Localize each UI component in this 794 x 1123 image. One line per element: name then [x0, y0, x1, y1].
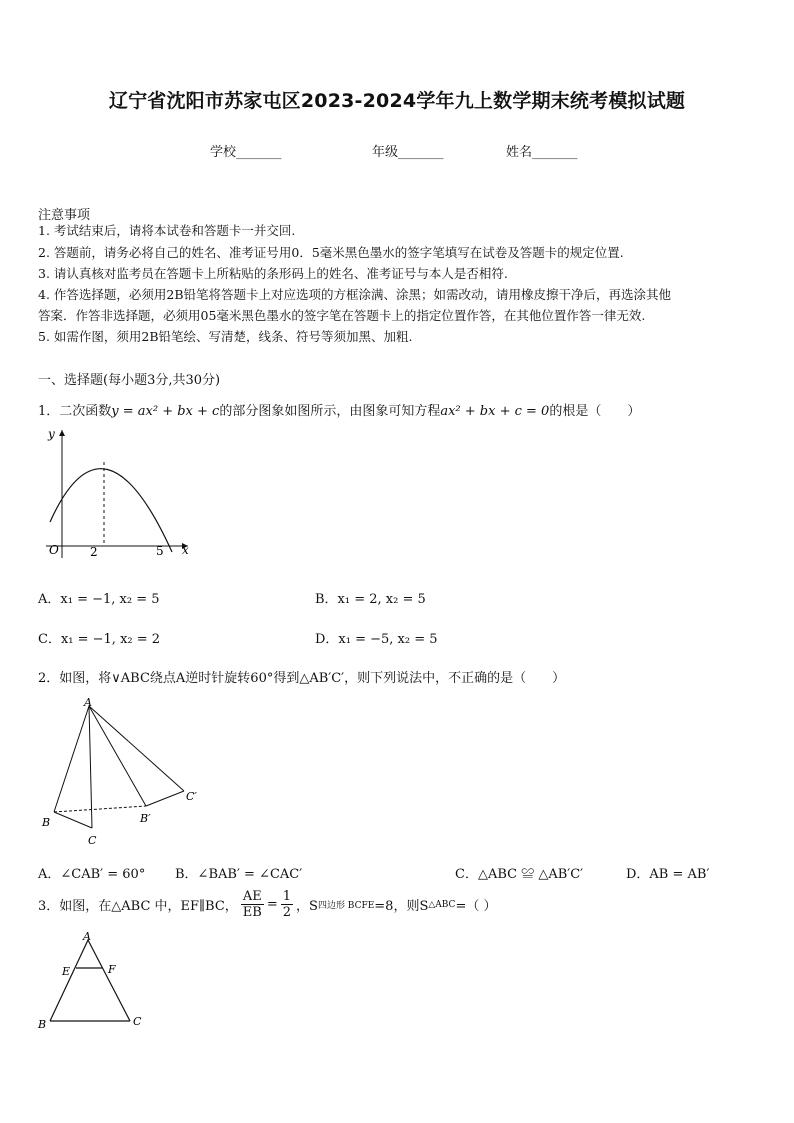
q3-mid2: =8，则S	[374, 899, 429, 914]
parabola-curve	[50, 469, 172, 552]
q3-sub-triangle: △ABC	[428, 899, 456, 910]
q3-fraction-value	[281, 889, 293, 920]
notice-title: 注意事项	[38, 208, 91, 223]
point-b-prime-label: B′	[140, 812, 151, 825]
school-field: 学校_______	[210, 145, 282, 160]
q3-fraction-ae-eb	[241, 889, 264, 920]
point-a-label: A	[84, 696, 92, 709]
notice-item-2: 2. 答题前，请务必将自己的姓名、准考证号用0．5毫米黑色墨水的签字笔填写在试卷及答题卡的规定位置.	[38, 245, 624, 260]
question-3	[38, 889, 496, 920]
q1-option-a[interactable]: A．x₁ = −1, x₂ = 5	[38, 592, 160, 607]
q3-suffix: =（ ）	[455, 899, 497, 914]
q3-frac-num: AE	[242, 889, 262, 904]
page-title: 辽宁省沈阳市苏家屯区2023-2024学年九上数学期末统考模拟试题	[108, 90, 686, 112]
name-field: 姓名_______	[506, 145, 578, 160]
q2-rotation-figure	[36, 694, 216, 854]
q3-frac-den: EB	[242, 905, 262, 920]
q3-mid: ，S	[296, 899, 318, 914]
q1-mid: 的部分图象如图所示，由图象可知方程	[219, 404, 441, 419]
point-c-label: C	[88, 834, 97, 847]
tick-5-label: 5	[156, 544, 164, 558]
section-title: 一、选择题(每小题3分,共30分)	[38, 373, 221, 388]
tri-point-e: E	[62, 965, 71, 978]
q2-option-a[interactable]: A．∠CAB′ = 60°	[38, 867, 146, 882]
q3-sub-quad: 四边形 BCFE	[317, 901, 375, 911]
notice-item-5: 5. 如需作图，须用2B铅笔绘、写清楚，线条、符号等须加黑、加粗.	[38, 329, 413, 344]
q2-option-c[interactable]: C．△ABC ≌ △AB′C′	[455, 867, 584, 882]
q3-prefix: 3．如图，在△ABC 中，EF∥BC，	[38, 899, 238, 914]
tri-point-b: B	[38, 1018, 47, 1031]
y-label: y	[48, 427, 55, 441]
q1-option-b[interactable]: B．x₁ = 2, x₂ = 5	[315, 592, 426, 607]
q1-option-d[interactable]: D．x₁ = −5, x₂ = 5	[315, 632, 438, 647]
point-b-label: B	[42, 816, 51, 829]
q3-equals: =	[266, 897, 278, 912]
notice-item-3: 3. 请认真核对监考员在答题卡上所粘贴的条形码上的姓名、准考证号与本人是否相符.	[38, 266, 508, 281]
origin-label: O	[49, 543, 59, 557]
tri-point-a: A	[83, 930, 91, 943]
q2-option-b[interactable]: B．∠BAB′ = ∠CAC′	[175, 867, 303, 882]
notice-item-1: 1. 考试结束后，请将本试卷和答题卡一并交回.	[38, 223, 296, 238]
q1-option-c[interactable]: C．x₁ = −1, x₂ = 2	[38, 632, 161, 647]
q1-prefix: 1．二次函数	[38, 404, 112, 419]
point-c-prime-label: C′	[186, 790, 197, 803]
q3-triangle-figure	[36, 928, 156, 1038]
grade-field: 年级_______	[372, 145, 444, 160]
notice-item-4: 4. 作答选择题，必须用2B铅笔将答题卡上对应选项的方框涂满、涂黑；如需改动，请用橡皮擦干净后，再选涂其他	[38, 287, 672, 302]
question-1	[38, 400, 640, 419]
tri-point-c: C	[133, 1015, 142, 1028]
tick-2-label: 2	[90, 545, 98, 559]
q2-option-d[interactable]: D．AB = AB′	[626, 867, 710, 882]
q3-val-den: 2	[282, 905, 292, 920]
x-label: x	[182, 543, 189, 557]
q1-equation: ax² + bx + c = 0	[440, 404, 550, 419]
question-2: 2．如图，将∨ABC绕点A逆时针旋转60°得到△AB′C′，则下列说法中，不正确的是（ ）	[38, 671, 566, 686]
q1-function: y = ax² + bx + c	[111, 404, 220, 419]
q1-suffix: 的根是（ ）	[549, 404, 641, 419]
q3-val-num: 1	[282, 889, 292, 904]
q1-parabola-graph	[36, 422, 196, 562]
notice-item-4-cont: 答案．作答非选择题，必须用05毫米黑色墨水的签字笔在答题卡上的指定位置作答，在其他位置作答一律无效.	[38, 308, 646, 323]
tri-point-f: F	[108, 963, 116, 976]
